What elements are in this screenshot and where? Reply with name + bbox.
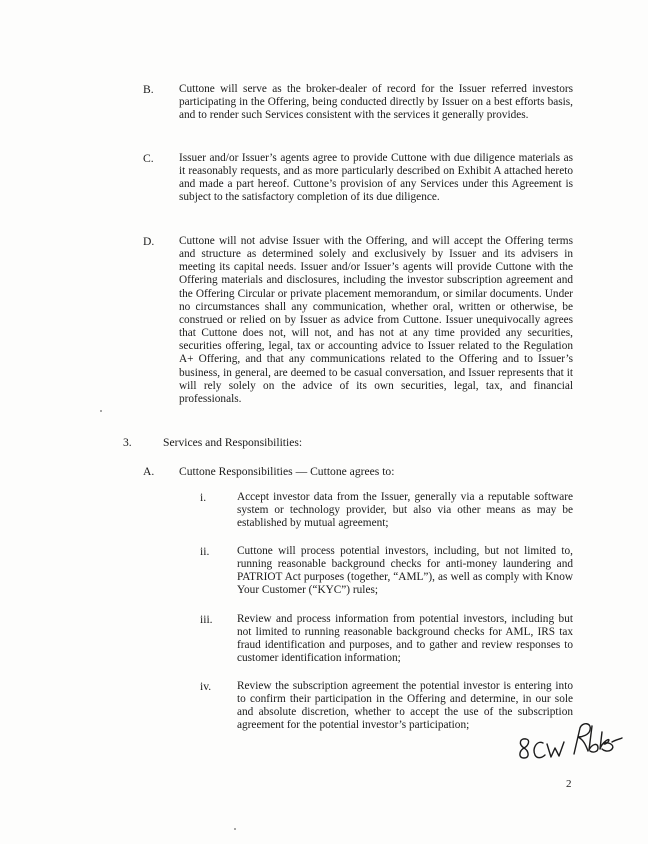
section-label-b: B. (143, 83, 154, 96)
scan-speck (100, 410, 102, 412)
subsection-a-label: A. (143, 465, 155, 478)
page-number: 2 (566, 778, 572, 790)
scan-speck (234, 828, 236, 830)
item-i-label: i. (200, 491, 207, 504)
section-3-number: 3. (123, 436, 132, 449)
section-b-text: Cuttone will serve as the broker-dealer of record for the Issuer referred investors participating in the Offering, being conducted directly by Issuer on a best efforts basis, and to render such Services consistent with the services it generally provides. (179, 83, 573, 122)
section-label-d: D. (143, 235, 155, 248)
item-ii-text: Cuttone will process potential investors, including, but not limited to, running reasonable background checks for anti-money laundering and PATRIOT Act purposes (together, “AML”), as well as comply with Know Your Customer (“KYC”) rules; (237, 545, 573, 597)
handwritten-initials (516, 718, 626, 770)
section-d-text: Cuttone will not advise Issuer with the Offering, and will accept the Offering terms and structure as determined solely and exclusively by Issuer and its advisers in meeting its capital needs. Issuer and/or Issuer’s agents will provide Cuttone with the Offering materials and disclosures, including the investor subscription agreement and the Offering Circular or private placement memorandum, or similar documents. Under no circumstances shall any communication, whether oral, written or otherwise, be construed or relied on by Issuer as advice from Cuttone. Issuer unequivocally agrees that Cuttone does not, will not, and has not at any time provided any securities, securities offering, legal, tax or accounting advice to Issuer related to the Regulation A+ Offering, and that any communications related to the Offering and to Issuer’s business, in general, are deemed to be casual conversation, and Issuer represents that it will rely solely on the advice of its own securities, legal, tax, and financial professionals. (179, 235, 573, 405)
item-iii-label: iii. (200, 613, 213, 626)
subsection-a-title: Cuttone Responsibilities — Cuttone agrees to: (179, 465, 395, 478)
item-iv-text: Review the subscription agreement the potential investor is entering into to confirm their participation in the Offering and determine, in our sole and absolute discretion, whether to accept the use of the subscription agreement for the potential investor’s participation; (237, 680, 573, 732)
item-iii-text: Review and process information from potential investors, including but not limited to running reasonable background checks for AML, IRS tax fraud identification and purposes, and to gather and review responses to customer identification information; (237, 613, 573, 665)
section-label-c: C. (143, 152, 154, 165)
section-3-title: Services and Responsibilities: (163, 436, 303, 449)
section-c-text: Issuer and/or Issuer’s agents agree to provide Cuttone with due diligence materials as it reasonably requests, and as more particularly described on Exhibit A attached hereto and made a part hereof. Cuttone’s provision of any Services under this Agreement is subject to the satisfactory completion of its due diligence. (179, 152, 573, 204)
item-ii-label: ii. (200, 545, 210, 558)
item-i-text: Accept investor data from the Issuer, generally via a reputable software system or technology provider, but also via other means as may be established by mutual agreement; (237, 491, 573, 530)
item-iv-label: iv. (200, 680, 212, 693)
